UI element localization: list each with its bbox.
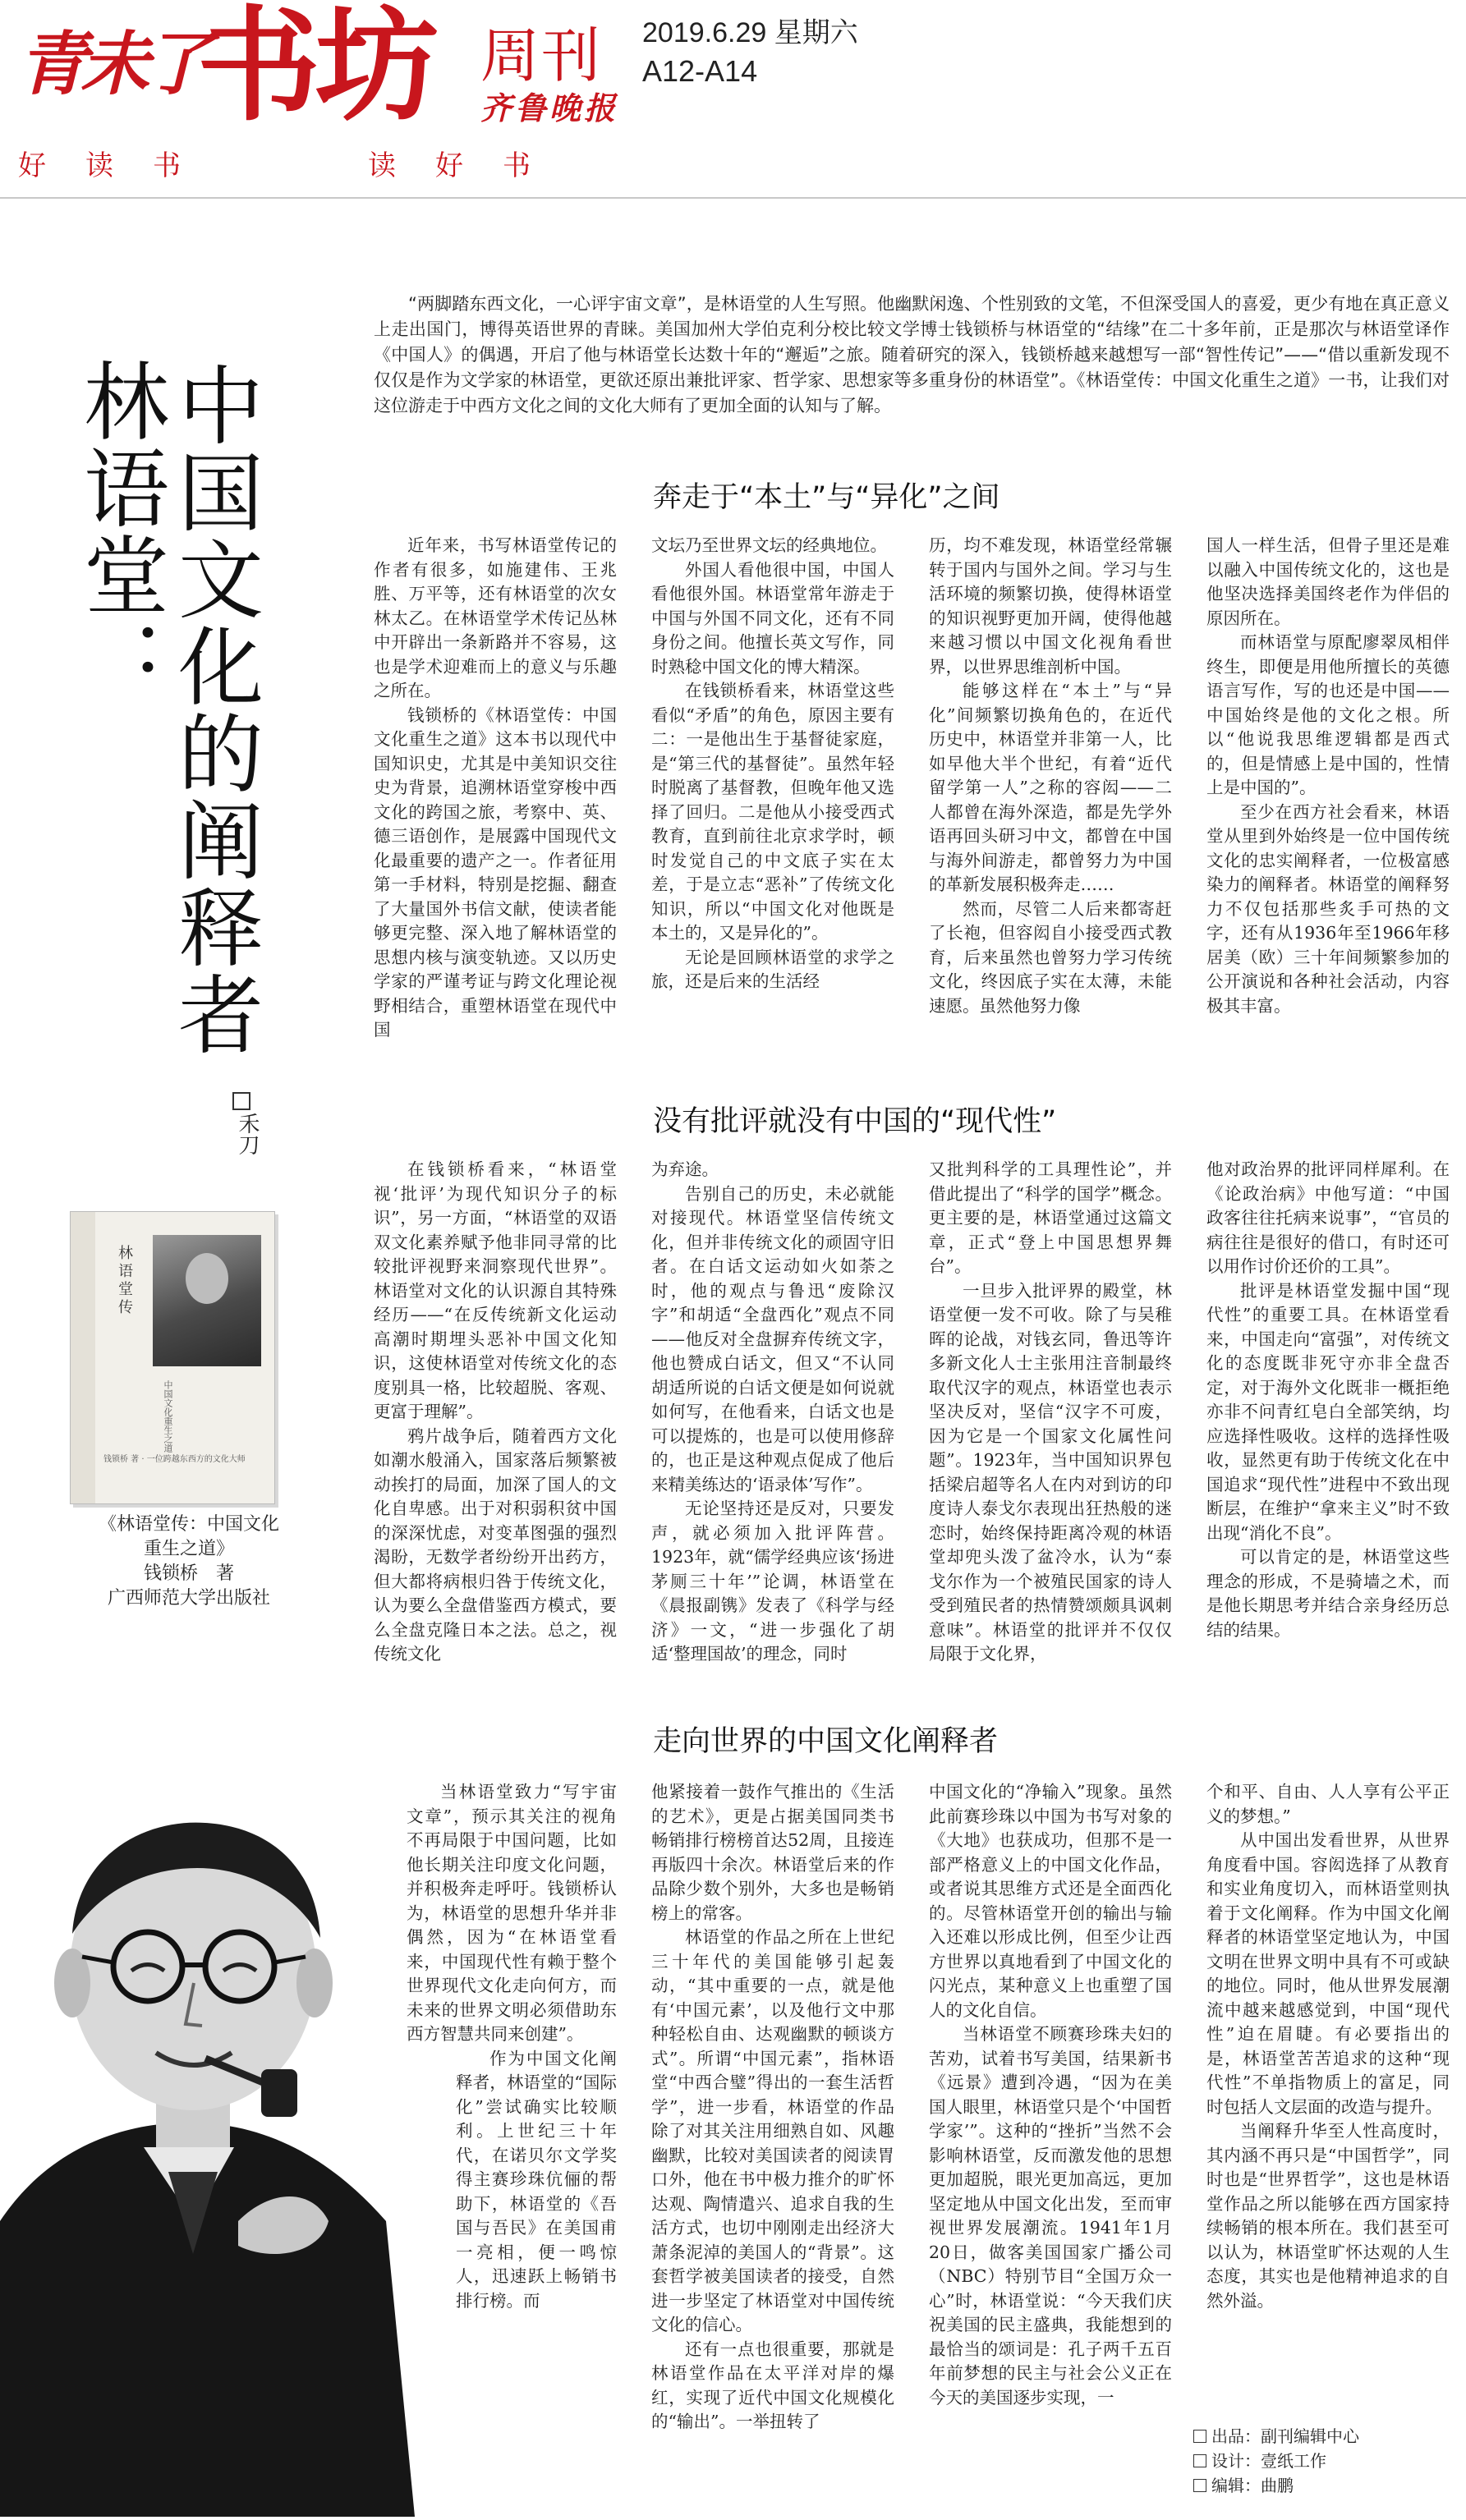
slogan-right: 读好书 — [368, 149, 570, 182]
section-1-body — [374, 534, 1450, 1076]
paragraph: 文坛乃至世界文坛的经典地位。 — [651, 535, 887, 555]
book-spine — [71, 1212, 95, 1503]
portrait-illustration — [0, 1761, 415, 2517]
section-2-column-1 — [374, 1158, 617, 1700]
paragraph: 外国人看他很中国，中国人看他很外国。林语堂常年游走于中国与外国不同文化，还有不同身份之间。他擅长英文写作，同时熟稔中国文化的博大精深。 — [651, 559, 894, 677]
paragraph: 中国文化的“净输入”现象。虽然此前赛珍珠以中国为书写对象的《大地》也获成功，但那不是一部严格意义上的中国文化作品，或者说其思维方式还是全面西化的。尽管林语堂开创的输出与输入还难以形成比例，但至少让西方世界以真地看到了中国文化的闪光点，某种意义上也重塑了国人的文化自信。 — [929, 1782, 1172, 2020]
section-3-column-3 — [929, 1780, 1172, 2435]
paragraph: 能够这样在“本土”与“异化”间频繁切换角色的，在近代历史中，林语堂并非第一人，比如早他大半个世纪，有着“近代留学第一人”之称的容闳——二人都曾在海外深造，都是先学外语再回头研习中文，都曾在中国与海外间游走，都曾努力为中国的革新发展积极奔走…… — [929, 681, 1172, 894]
credit-bullet — [1193, 2454, 1206, 2467]
book-caption-title: 《林语堂传：中国文化重生之道》 — [98, 1514, 279, 1559]
credit-bullet — [1193, 2479, 1206, 2492]
credit-line — [1193, 2449, 1359, 2473]
credit-design: 设计：壹纸工作 — [1211, 2451, 1326, 2471]
book-cover-title: 林语堂传 — [116, 1245, 133, 1317]
paragraph: 还有一点也很重要，那就是林语堂作品在太平洋对岸的爆红，实现了近代中国文化规模化的“输出”。一举扭转了 — [651, 2339, 894, 2431]
paragraph: 当林语堂致力“写宇宙文章”，预示其关注的视角不再局限于中国问题，比如他长期关注印度文化问题，并积极奔走呼吁。钱锁桥认为，林语堂的思想升华并非偶然，因为“在林语堂看来，中国现代性有赖于整个世界现代文化走向何方，而未来的世界文明必须借助东西方智慧共同来创建”。 — [407, 1782, 617, 2044]
paragraph: 历，均不难发现，林语堂经常辗转于国内与国外之间。学习与生活环境的频繁切换，使得林语堂的知识视野更加开阔，使得他越来越习惯以中国文化视角看世界，以世界思维剖析中国。 — [929, 535, 1172, 677]
lin-yutang-portrait — [0, 1761, 415, 2517]
article-intro: “两脚踏东西文化，一心评宇宙文章”，是林语堂的人生写照。他幽默闲逸、个性别致的文笔，不但深受国人的喜爱，更少有地在真正意义上走出国门，博得英语世界的青睐。美国加州大学伯克利分校比较文学博士钱锁桥与林语堂的“结缘”在二十多年前，正是那次与林语堂译作《中国人》的偶遇，开启了他与林语堂长达数十年的“邂逅”之旅。随着研究的深入，钱锁桥越来越想写一部“智性传记”——“借以重新发现不仅仅是作为文学家的林语堂，更欲还原出兼批评家、哲学家、思想家等多重身份的林语堂”。《林语堂传：中国文化重生之道》一书，让我们对这位游走于中西方文化之间的文化大师有了更加全面的认知与了解。 — [374, 294, 1450, 415]
section-1-column-1 — [374, 534, 617, 1076]
book-cover-image — [70, 1211, 275, 1504]
credit-bullet — [1193, 2430, 1206, 2443]
paragraph: 从中国出发看世界，从世界角度看中国。容闳选择了从教育和实业角度切入，而林语堂则执着于文化阐释。作为中国文化阐释者的林语堂坚定地认为，中国文明在世界文明中具有不可或缺的地位。同时，他从世界发展潮流中越来越感觉到，中国“现代性”迫在眉睫。有必要指出的是，林语堂苦苦追求的这种“现代性”不单指物质上的富足，同时包括人文层面的改造与提升。 — [1206, 1830, 1450, 2117]
paragraph: 作为中国文化阐释者，林语堂的“国际化”尝试确实比较顺利。上世纪三十年代，在诺贝尔文学奖得主赛珍珠伉俪的帮助下，林语堂的《吾国与吾民》在美国甫一亮相，便一鸣惊人，迅速跃上畅销书排行榜。而 — [456, 2048, 617, 2311]
paragraph: 至少在西方社会看来，林语堂从里到外始终是一位中国传统文化的忠实阐释者，一位极富感染力的阐释者。林语堂的阐释努力不仅包括那些炙手可热的文字，还有从1936年至1966年移居美（欧）三十年间频繁参加的公开演说和各种社会活动，内容极其丰富。 — [1206, 801, 1450, 1016]
book-caption — [90, 1512, 287, 1611]
credit-editor: 编辑：曲鹏 — [1211, 2476, 1294, 2495]
book-cover-blurb: 钱锁桥 著 · 一位跨越东西方的文化大师 — [103, 1455, 246, 1464]
paragraph: 然而，尽管二人后来都寄赶了长袍，但容闳自小接受西式教育，后来虽然也曾努力学习传统文化，终因底子实在太薄，未能速愿。虽然他努力像 — [929, 898, 1172, 1016]
section-title-1: 奔走于“本土”与“异化”之间 — [653, 481, 1000, 514]
paragraph: 在钱锁桥看来，林语堂这些看似“矛盾”的角色，原因主要有二：一是他出生于基督徒家庭，是“第三代的基督徒”。虽然年轻时脱离了基督教，但晚年他又选择了回归。二是他从小接受西式教育，直到前往北京求学时，顿时发觉自己的中文底子实在太差，于是立志“恶补”了传统文化知识，所以“中国文化对他既是本土的，又是异化的”。 — [651, 681, 894, 943]
paragraph: 林语堂的作品之所在上世纪三十年代的美国能够引起轰动，“其中重要的一点，就是他有‘中国元素’，以及他行文中那种轻松自由、达观幽默的顿谈方式”。所谓“中国元素”，指林语堂“中西合璧”得出的一套生活哲学”，进一步看，林语堂的作品除了对其关注用细熟自如、风趣幽默，比较对美国读者的阅读胃口外，他在书中极力推介的旷怀达观、陶情遣兴、追求自我的生活方式，也切中刚刚走出经济大萧条泥淖的美国人的“背景”。这套哲学被美国读者的接受，自然进一步坚定了林语堂对中国传统文化的信心。 — [651, 1927, 894, 2334]
section-3-column-2 — [651, 1780, 894, 2435]
book-cover-portrait — [153, 1235, 261, 1366]
paragraph: 个和平、自由、人人享有公平正义的梦想。” — [1206, 1782, 1450, 1826]
section-3-body — [374, 1780, 1450, 2431]
paragraph: 他对政治界的批评同样犀利。在《论政治病》中他写道：“中国政客往往托病来说事”，“官员的病往往是很好的借口，有时还可以用作讨价还价的工具”。 — [1206, 1159, 1450, 1276]
author-marker — [232, 1092, 250, 1110]
section-title-3: 走向世界的中国文化阐释者 — [653, 1725, 999, 1758]
section-2-column-4 — [1206, 1158, 1450, 1700]
section-2-body — [374, 1158, 1450, 1700]
paragraph: 告别自己的历史，未必就能对接现代。林语堂坚信传统文化，但并非传统文化的顽固守旧者。在白话文运动如火如荼之时，他的观点与鲁迅“废除汉字”和胡适“全盘西化”观点不同——他反对全盘摒弃传统文字，他也赞成白话文，但又“不认同胡适所说的白话文便是如何说就如何写，在他看来，白话文也是可以提炼的，也是可以使用修辞的，也正是这种观点促成了他后来精美练达的‘语录体’写作”。 — [651, 1183, 894, 1494]
issue-date: 2019.6.29 星期六 — [642, 17, 858, 48]
section-title-2: 没有批评就没有中国的“现代性” — [653, 1105, 1057, 1138]
paragraph: 当林语堂不顾赛珍珠夫妇的苦劝，试着书写美国，结果新书《远景》遭到冷遇，“因为在美国人眼里，林语堂只是个‘中国哲学家’”。这种的“挫折”当然不会影响林语堂，反而激发他的思想更加超脱，眼光更加高远，更加坚定地从中国文化出发，至而审视世界发展潮流。1941年1月20日，做客美国国家广播公司（NBC）特别节目“全国万众一心”时，林语堂说：“今天我们庆祝美国的民主盛典，我能想到的最恰当的颂词是：孔子两千五百年前梦想的民主与社会公义正在今天的美国逐步实现，一 — [929, 2024, 1172, 2408]
article-title: 中国文化的阐释者 — [163, 361, 264, 1058]
shufang-logo: 书坊 — [197, 0, 434, 138]
paragraph: 批评是林语堂发掘中国“现代性”的重要工具。在林语堂看来，中国走向“富强”，对传统文化的态度既非死守亦非全盘否定，对于海外文化既非一概拒绝亦非不问青红皂白全部笑纳，均应选择性吸收。这样的选择性吸收，显然更有助于传统文化在中国追求“现代性”进程中不致出现断层，在维护“拿来主义”时不致出现“消化不良”。 — [1206, 1280, 1450, 1543]
newspaper-name: 齐鲁晚报 — [480, 90, 619, 126]
book-caption-author: 钱锁桥 著 — [143, 1563, 234, 1584]
paragraph: 为弃途。 — [651, 1159, 719, 1179]
article-title-name: 林语堂： — [69, 357, 169, 705]
section-2-column-3 — [929, 1158, 1172, 1700]
section-1-column-2 — [651, 534, 894, 1076]
portrait-face — [186, 1253, 228, 1304]
paragraph: 而林语堂与原配廖翠凤相伴终生，即便是用他所擅长的英德语言写作，写的也还是中国——中国始终是他的文化之根。所以“他说我思维逻辑都是西式的，但是情感上是中国的，性情上是中国的”。 — [1206, 632, 1450, 797]
slogan-left: 好读书 — [18, 149, 220, 182]
section-1-column-3 — [929, 534, 1172, 1076]
paragraph: 他紧接着一鼓作气推出的《生活的艺术》，更是占据美国同类书畅销排行榜榜首达52周，且接连再版四十余次。林语堂后来的作品除少数个别外，大多也是畅销榜上的常客。 — [651, 1782, 894, 1923]
paragraph: 一旦步入批评界的殿堂，林语堂便一发不可收。除了与吴稚晖的论战，对钱玄同，鲁迅等许多新文化人士主张用注音制最终取代汉字的观点，林语堂也表示坚决反对，坚信“汉字不可废，因为它是一个国家文化属性问题”。1923年，当中国知识界包括梁启超等名人在内对到访的印度诗人泰戈尔表现出狂热般的迷恋时，始终保持距离冷观的林语堂却兜头泼了盆冷水，认为“泰戈尔作为一个被殖民国家的诗人受到殖民者的热情赞颂颇具讽刺意味”。林语堂的批评并不仅仅局限于文化界， — [929, 1280, 1172, 1664]
section-2-column-2 — [651, 1158, 894, 1700]
paragraph: 钱锁桥的《林语堂传：中国文化重生之道》这本书以现代中国知识史，尤其是中美知识交往史为背景，追溯林语堂穿梭中西文化的跨国之旅，考察中、英、德三语创作，是展露中国现代文化最重要的遗产之一。作者征用第一手材料，特别是挖掘、翻查了大量国外书信文献，使读者能够更完整、深入地了解林语堂的思想内核与演变轨迹。又以历史学家的严谨考证与跨文化理论视野相结合，重塑林语堂在现代中国 — [374, 705, 617, 1040]
book-caption-publisher: 广西师范大学出版社 — [107, 1588, 270, 1609]
paragraph: 可以肯定的是，林语堂这些理念的形成，不是骑墙之术，而是他长期思考并结合亲身经历总结的结果。 — [1206, 1547, 1450, 1640]
paragraph: 在钱锁桥看来，“林语堂视‘批评’为现代知识分子的标识”，另一方面，“林语堂的双语双文化素养赋予他非同寻常的比较批评视野来洞察现代世界”。林语堂对文化的认识源自其特殊经历——“在反传统新文化运动高潮时期埋头恶补中国文化知识，这使林语堂对传统文化的态度别具一格，比较超脱、客观、更富于理解”。 — [374, 1159, 617, 1421]
book-cover-subtitle: 中国文化重生之道 — [163, 1380, 173, 1453]
section-1-column-4 — [1206, 534, 1450, 1076]
credit-line — [1193, 2473, 1359, 2498]
paragraph: 国人一样生活，但骨子里还是难以融入中国传统文化的，这也是他坚决选择美国终老作为伴侣的原因所在。 — [1206, 535, 1450, 628]
masthead-divider — [0, 197, 1466, 199]
paragraph: 当阐释升华至人性高度时，其内涵不再只是“中国哲学”，同时也是“世界哲学”，这也是林语堂作品之所以能够在西方国家持续畅销的根本所在。我们甚至可以认为，林语堂旷怀达观的人生态度，其实也是他精神追求的自然外溢。 — [1206, 2121, 1450, 2311]
paragraph: 又批判科学的工具理性论”，并借此提出了“科学的国学”概念。更主要的是，林语堂通过这篇文章，正式“登上中国思想界舞台”。 — [929, 1159, 1172, 1276]
credits-block — [1193, 2424, 1359, 2498]
qingweiliao-logo: 青未了 — [18, 23, 206, 104]
page-range: A12-A14 — [642, 54, 758, 88]
paragraph: 无论是回顾林语堂的求学之旅，还是后来的生活经 — [651, 947, 894, 991]
author-byline: 禾刀 — [235, 1113, 260, 1155]
paragraph: 近年来，书写林语堂传记的作者有很多，如施建伟、王兆胜、万平等，还有林语堂的次女林太乙。在林语堂学术传记丛林中开辟出一条新路并不容易，这也是学术迎难而上的意义与乐趣之所在。 — [374, 535, 617, 700]
weekly-label: 周刊 — [480, 21, 603, 90]
paragraph: 无论坚持还是反对，只要发声，就必须加入批评阵营。1923年，就“儒学经典应该‘扬进茅厕三十年’”论调，林语堂在《晨报副镌》发表了《科学与经济》一文，“进一步强化了胡适‘整理国故’的理念，同时 — [651, 1499, 894, 1664]
credit-producer: 出品：副刊编辑中心 — [1211, 2426, 1359, 2446]
paragraph: 鸦片战争后，随着西方文化如潮水般涌入，国家落后频繁被动挨打的局面，加深了国人的文化自卑感。出于对积弱积贫中国的深深忧虑，对变革图强的强烈渴盼，无数学者纷纷开出药方，但大都将病根归咎于传统文化，认为要么全盘借鉴西方模式，要么全盘克隆日本之法。总之，视传统文化 — [374, 1425, 617, 1664]
section-3-column-4 — [1206, 1780, 1450, 2435]
credit-line — [1193, 2424, 1359, 2449]
